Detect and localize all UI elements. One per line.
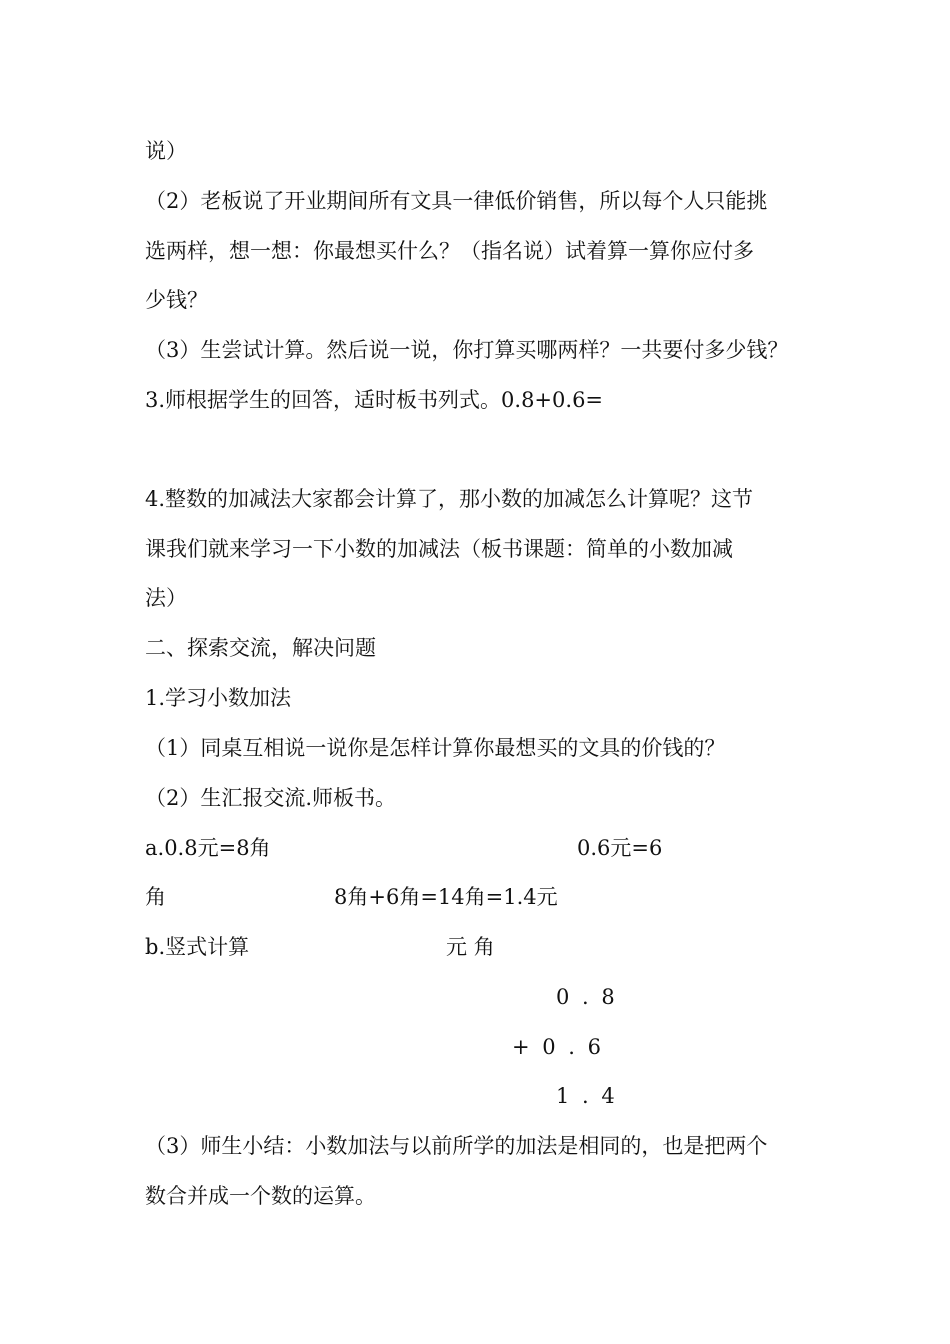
text-line: 数合并成一个数的运算。 bbox=[145, 1184, 376, 1208]
text-line: （3）生尝试计算。然后说一说，你打算买哪两样？一共要付多少钱？ bbox=[145, 338, 789, 362]
subsection-heading: 1.学习小数加法 bbox=[145, 686, 292, 710]
vertical-row-1: 0 . 8 bbox=[556, 985, 615, 1009]
example-a-left: a.0.8元=8角 bbox=[145, 836, 271, 860]
text-line: 3.师根据学生的回答，适时板书列式。0.8+0.6= bbox=[145, 388, 604, 412]
vertical-row-3: 1 . 4 bbox=[556, 1084, 615, 1108]
text-line: 课我们就来学习一下小数的加减法（板书课题：简单的小数加减 bbox=[145, 537, 733, 561]
text-line: 选两样，想一想：你最想买什么？（指名说）试着算一算你应付多 bbox=[145, 239, 754, 263]
example-a-right: 0.6元=6 bbox=[577, 836, 663, 860]
text-line: （2）生汇报交流.师板书。 bbox=[145, 786, 397, 810]
example-a-result: 8角+6角=14角=1.4元 bbox=[334, 885, 558, 909]
example-b-label: b.竖式计算 bbox=[145, 935, 250, 959]
text-line: 说） bbox=[145, 139, 187, 163]
text-line: 法） bbox=[145, 586, 187, 610]
text-line: 少钱？ bbox=[145, 288, 208, 312]
text-line: （2）老板说了开业期间所有文具一律低价销售，所以每个人只能挑 bbox=[145, 189, 768, 213]
example-a-unit: 角 bbox=[145, 885, 166, 909]
vertical-row-2: + 0 . 6 bbox=[512, 1035, 602, 1059]
column-headers: 元 角 bbox=[446, 935, 495, 959]
section-heading: 二、探索交流，解决问题 bbox=[145, 636, 376, 660]
text-line: （3）师生小结：小数加法与以前所学的加法是相同的，也是把两个 bbox=[145, 1134, 768, 1158]
text-line: 4.整数的加减法大家都会计算了，那小数的加减怎么计算呢？这节 bbox=[145, 487, 754, 511]
text-line: （1）同桌互相说一说你是怎样计算你最想买的文具的价钱的？ bbox=[145, 736, 726, 760]
